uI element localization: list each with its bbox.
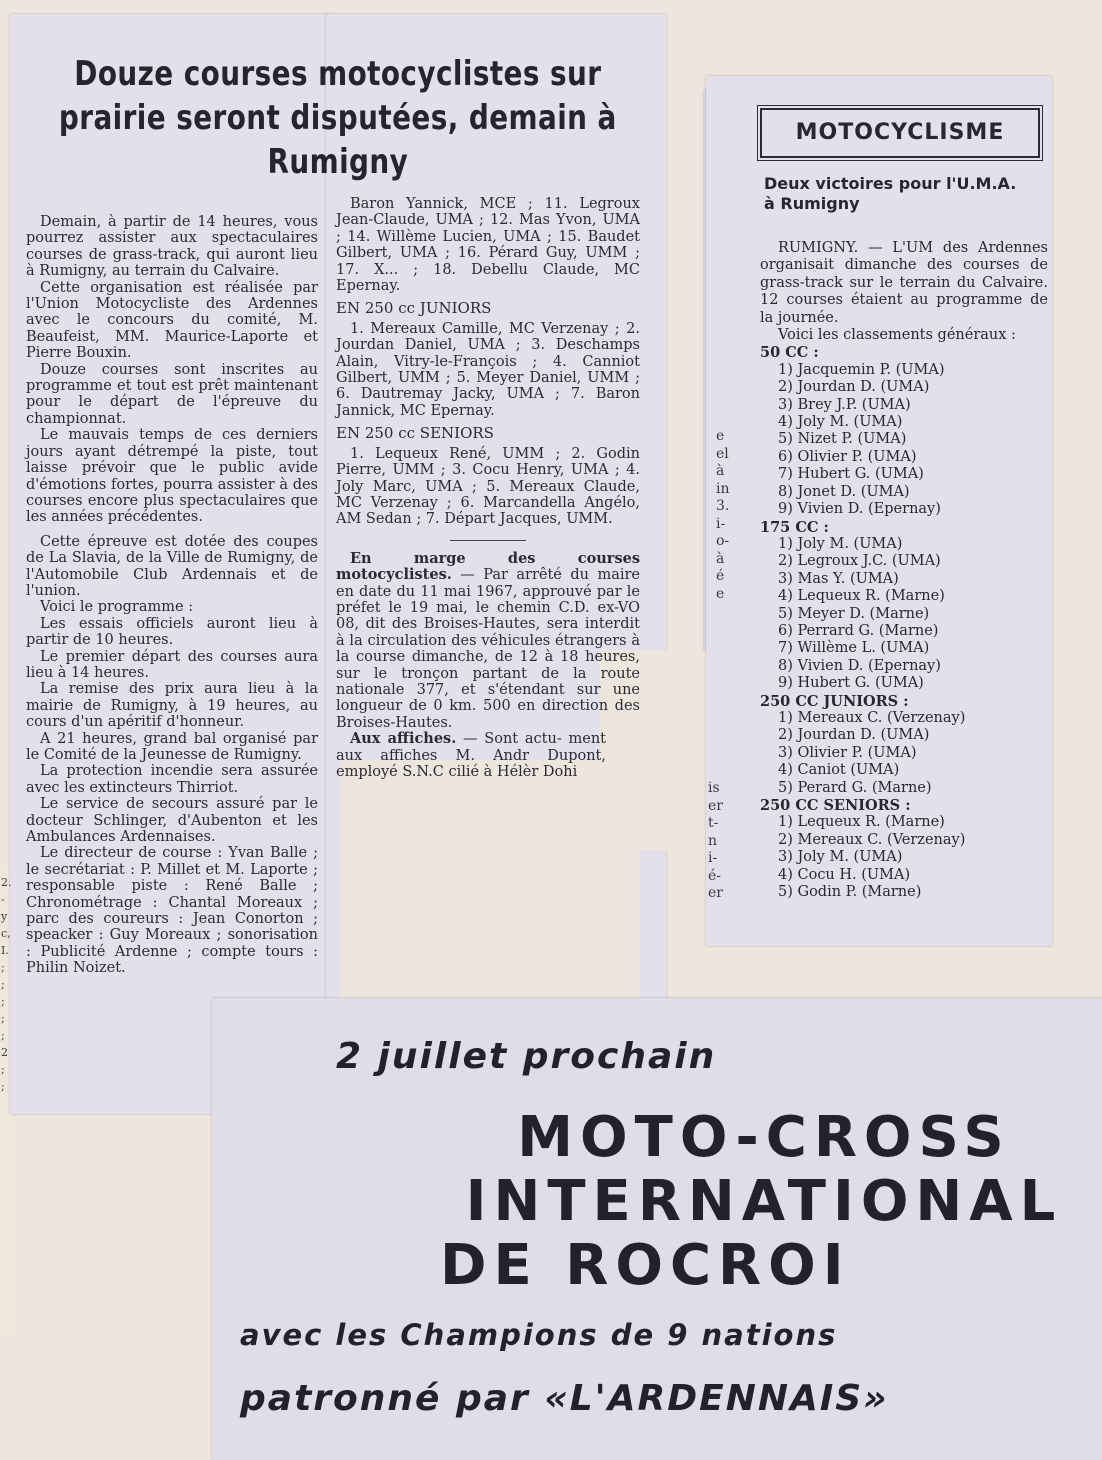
results-title: Deux victoires pour l'U.M.A. à Rumigny bbox=[764, 174, 1017, 213]
result-entry: 4) Caniot (UMA) bbox=[778, 762, 900, 779]
advert-subtitle: avec les Champions de 9 nations bbox=[240, 1318, 838, 1352]
result-entry: 7) Hubert G. (UMA) bbox=[778, 466, 924, 483]
result-entry: 5) Meyer D. (Marne) bbox=[778, 605, 930, 622]
strip-fragment-b bbox=[708, 780, 736, 903]
result-entry: 4) Lequeux R. (Marne) bbox=[778, 588, 945, 605]
fragment-text: é bbox=[716, 568, 725, 584]
result-entry: 7) Willème L. (UMA) bbox=[778, 640, 930, 657]
divider bbox=[450, 540, 526, 541]
result-entry: 1) Lequeux R. (Marne) bbox=[778, 814, 945, 831]
left-edge-fragment bbox=[1, 874, 13, 1095]
fragment-text: e bbox=[716, 585, 725, 602]
fragment-text: n bbox=[708, 832, 718, 849]
fragment-text: i- bbox=[708, 850, 718, 866]
fragment-text: - bbox=[1, 893, 5, 906]
fragment-text: à bbox=[716, 550, 725, 567]
advert-title-line-3: DE ROCROI bbox=[440, 1233, 851, 1298]
result-entry: 2) Mereaux C. (Verzenay) bbox=[778, 831, 966, 848]
class-heading: 50 CC : bbox=[760, 344, 819, 362]
paragraph: Douze courses sont inscrites au programme et tout est prêt maintenant pour le départ de l'épreuve du championnat. bbox=[26, 361, 318, 427]
result-entry: 8) Jonet D. (UMA) bbox=[778, 483, 910, 500]
fragment-text: c, bbox=[1, 927, 11, 940]
paragraph: Cette organisation est réalisée par l'Union Motocycliste des Ardennes avec le concours du comité, M. Beaufeist, MM. Maurice-Laporte et Pierre Bouxin. bbox=[26, 279, 318, 362]
paragraph-body: — Par arrêté du maire en date du 11 mai 1967, approuvé par le préfet le 19 mai, le chemin C.D. ex-VO 08, dit des Broises-Hautes, sera interdit à la circulation des véhicules étrangers à la course dimanche, de 12 à 18 heures, sur le tronçon partant de la route nationale 377, et s'étendant sur une longueur de 0 km. 500 en direction des Broises-Hautes. bbox=[336, 567, 640, 731]
fragment-text: is bbox=[708, 780, 720, 796]
result-entry: 3) Brey J.P. (UMA) bbox=[778, 396, 911, 413]
class-heading: 250 CC JUNIORS : bbox=[760, 692, 909, 710]
article-column-2 bbox=[336, 196, 640, 780]
advert-title-line-2: INTERNATIONAL bbox=[465, 1169, 1063, 1234]
fragment-text: 2 bbox=[1, 1046, 8, 1059]
paragraph: Le premier départ des courses aura lieu à 14 heures. bbox=[26, 648, 318, 681]
paragraph: Le mauvais temps de ces derniers jours ayant détrempé la piste, tout laisse prévoir que le public avide d'émotions fortes, pourra assister à des courses encore plus spectaculaires que les années précédentes. bbox=[26, 427, 318, 526]
results-lead: Voici les classements généraux : bbox=[778, 327, 1016, 344]
paragraph: Les essais officiels auront lieu à partir de 10 heures. bbox=[26, 615, 318, 649]
paragraph: Demain, à partir de 14 heures, vous pourrez assister aux spectaculaires courses de grass-track, qui auront lieu à Rumigny, au terrain du Calvaire. bbox=[26, 214, 318, 280]
paragraph-lead: En marge des courses motocyclistes. bbox=[336, 549, 640, 584]
result-entry: 1) Joly M. (UMA) bbox=[778, 535, 903, 552]
fragment-text: ; bbox=[1, 1012, 5, 1025]
paragraph: Voici le programme : bbox=[40, 599, 194, 616]
result-entry: 3) Mas Y. (UMA) bbox=[778, 570, 899, 587]
paragraph-lead: Aux affiches. bbox=[350, 730, 457, 748]
result-entry: 5) Perard G. (Marne) bbox=[778, 779, 932, 796]
result-entry: 2) Legroux J.C. (UMA) bbox=[778, 553, 941, 570]
result-entry: 5) Nizet P. (UMA) bbox=[778, 431, 907, 448]
paragraph: Le service de secours assuré par le docteur Schlinger, d'Aubenton et les Ambulances Ardennaises. bbox=[26, 796, 318, 846]
fragment-text: ; bbox=[1, 1029, 5, 1042]
paragraph: Le directeur de course : Yvan Balle ; le secrétariat : P. Millet et M. Laporte ; responsable piste : René Balle ; Chronométrage : Chantal Moreaux ; parc des coureurs : Jean Conorton ; speacker : Guy Moreaux ; sonorisation : Publicité Ardenne ; compte tours : Philin Noizet. bbox=[26, 845, 318, 977]
fragment-text: ; bbox=[1, 995, 5, 1008]
fragment-text: er bbox=[708, 885, 723, 901]
results-intro: RUMIGNY. — L'UM des Ardennes organisait dimanche des courses de grass-track sur le terrain du Calvaire. 12 courses étaient au programme de la journée. bbox=[760, 240, 1048, 326]
result-entry: 6) Perrard G. (Marne) bbox=[778, 622, 939, 639]
fragment-text: t- bbox=[708, 815, 719, 831]
section-label: MOTOCYCLISME bbox=[760, 108, 1040, 158]
fragment-text: ; bbox=[1, 1063, 5, 1076]
advert-sponsor: patronné par «L'ARDENNAIS» bbox=[240, 1378, 889, 1419]
result-entry: 5) Godin P. (Marne) bbox=[778, 884, 922, 901]
fragment-text: I. bbox=[1, 944, 9, 957]
subheading-juniors: EN 250 cc JUNIORS bbox=[336, 299, 492, 318]
fragment-text: ; bbox=[1, 1080, 5, 1093]
result-entry: 9) Vivien D. (Epernay) bbox=[778, 501, 941, 518]
fragment-text: 2. bbox=[1, 876, 12, 889]
result-entry: 8) Vivien D. (Epernay) bbox=[778, 657, 941, 674]
paragraph-marge bbox=[336, 551, 640, 731]
result-entry: 1) Jacquemin P. (UMA) bbox=[778, 361, 945, 378]
result-entry: 2) Jourdan D. (UMA) bbox=[778, 379, 930, 396]
result-entry: 4) Joly M. (UMA) bbox=[778, 414, 903, 431]
fragment-text: é- bbox=[708, 867, 722, 884]
fragment-text: er bbox=[708, 797, 723, 814]
fragment-text: in bbox=[716, 480, 730, 497]
strip-fragment-a bbox=[716, 428, 738, 603]
result-entry: 3) Joly M. (UMA) bbox=[778, 849, 903, 866]
result-entry: 1) Mereaux C. (Verzenay) bbox=[778, 709, 966, 726]
results-column bbox=[760, 240, 1048, 901]
fragment-text: i- bbox=[716, 515, 726, 532]
paragraph: Baron Yannick, MCE ; 11. Legroux Jean-Claude, UMA ; 12. Mas Yvon, UMA ; 14. Willème Lucien, UMA ; 15. Baudet Gilbert, UMA ; 16. Pérard Guy, UMM ; 17. X... ; 18. Debellu Claude, MC Epernay. bbox=[336, 196, 640, 295]
paragraph: 1. Mereaux Camille, MC Verzenay ; 2. Jourdan Daniel, UMA ; 3. Deschamps Alain, Vitry-le-François ; 4. Canniot Gilbert, UMM ; 5. Meyer Daniel, UMM ; 6. Dautremay Jacky, UMA ; 7. Baron Jannick, MC Epernay. bbox=[336, 320, 640, 419]
paragraph: La protection incendie sera assurée avec les extincteurs Thirriot. bbox=[26, 763, 318, 796]
advert-date: 2 juillet prochain bbox=[336, 1036, 717, 1077]
paragraph: 1. Lequeux René, UMM ; 2. Godin Pierre, UMM ; 3. Cocu Henry, UMA ; 4. Joly Marc, UMA ; 5. Mereaux Claude, MC Verzenay ; 6. Marcandella Angélo, AM Sedan ; 7. Départ Jacques, UMM. bbox=[336, 445, 640, 528]
fragment-text: e bbox=[716, 428, 725, 444]
class-heading: 175 CC : bbox=[760, 518, 829, 536]
paragraph: La remise des prix aura lieu à la mairie de Rumigny, à 19 heures, au cours d'un apéritif d'honneur. bbox=[26, 681, 318, 731]
fragment-text: à bbox=[716, 463, 725, 479]
class-heading: 250 CC SENIORS : bbox=[760, 797, 911, 814]
result-entry: 2) Jourdan D. (UMA) bbox=[778, 727, 930, 744]
subheading-seniors: EN 250 cc SENIORS bbox=[336, 424, 494, 443]
result-entry: 9) Hubert G. (UMA) bbox=[778, 675, 924, 692]
paragraph-body: — Sont actu- ment aux affiches M. Andr Dupont, employé S.N.C cilié à Hélèr Dohi bbox=[336, 731, 606, 780]
fragment-text: ; bbox=[1, 961, 5, 974]
fragment-text: o- bbox=[716, 533, 730, 549]
fragment-text: el bbox=[716, 445, 729, 462]
result-entry: 6) Olivier P. (UMA) bbox=[778, 448, 917, 465]
torn-area bbox=[340, 760, 640, 1010]
result-entry: 3) Olivier P. (UMA) bbox=[778, 744, 917, 761]
paragraph: A 21 heures, grand bal organisé par le Comité de la Jeunesse de Rumigny. bbox=[26, 730, 318, 763]
paragraph: Cette épreuve est dotée des coupes de La Slavia, de la Ville de Rumigny, de l'Automobile Club Ardennais et de l'union. bbox=[26, 533, 318, 599]
result-entry: 4) Cocu H. (UMA) bbox=[778, 866, 911, 883]
fragment-text: 3. bbox=[716, 498, 730, 514]
article-column-1 bbox=[26, 214, 318, 977]
fragment-text: y bbox=[1, 910, 8, 923]
paragraph-affiches bbox=[336, 731, 606, 780]
advert-title-line-1: MOTO-CROSS bbox=[517, 1105, 1011, 1170]
article-headline: Douze courses motocyclistes sur prairie seront disputées, demain à Rumigny bbox=[58, 54, 617, 182]
fragment-text: ; bbox=[1, 978, 5, 991]
